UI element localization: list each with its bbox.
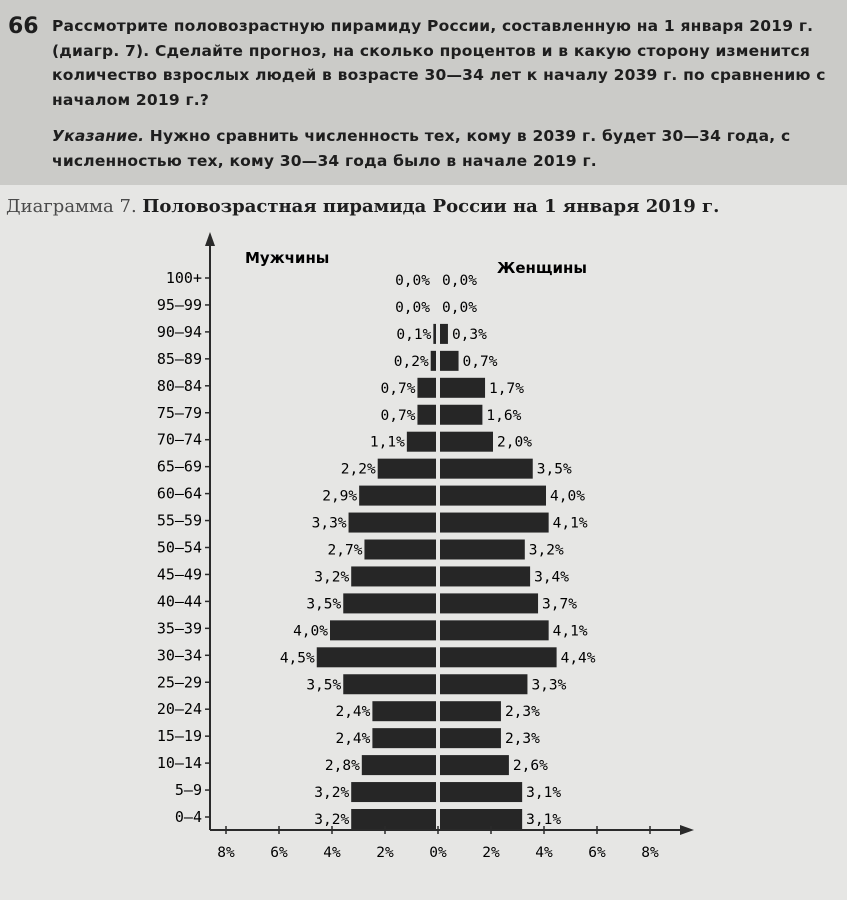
- value-label-men: 3,5%: [306, 677, 342, 694]
- value-label-men: 3,5%: [306, 596, 342, 613]
- bar-women: [440, 809, 522, 829]
- age-label: 40—44: [156, 592, 202, 611]
- value-label-women: 0,3%: [451, 326, 487, 343]
- value-label-women: 3,3%: [531, 677, 567, 694]
- value-label-men: 3,3%: [311, 515, 347, 532]
- bar-men: [351, 566, 436, 586]
- age-label: 80—84: [156, 376, 202, 395]
- age-label: 35—39: [156, 619, 202, 638]
- age-label: 95—99: [156, 295, 202, 314]
- x-tick-label: 0%: [429, 845, 447, 861]
- y-axis-arrow: [205, 232, 215, 246]
- age-label: 100+: [165, 269, 202, 287]
- age-label: 20—24: [156, 700, 202, 719]
- bar-women: [440, 647, 557, 667]
- value-label-women: 2,0%: [497, 434, 532, 451]
- bar-men: [407, 432, 436, 452]
- value-label-women: 4,4%: [560, 650, 596, 667]
- age-label: 75—79: [156, 403, 202, 422]
- bar-women: [440, 351, 459, 371]
- bar-men: [378, 459, 436, 479]
- bar-men: [351, 782, 436, 802]
- x-tick-label: 2%: [376, 845, 394, 861]
- age-label: 15—19: [156, 727, 202, 746]
- bar-men: [351, 809, 436, 829]
- value-label-men: 2,8%: [324, 758, 360, 775]
- value-label-men: 1,1%: [369, 434, 405, 451]
- value-label-men: 4,5%: [279, 650, 315, 667]
- value-label-women: 0,0%: [442, 273, 477, 289]
- age-label: 25—29: [156, 673, 202, 692]
- x-tick-label: 2%: [482, 845, 500, 861]
- bar-women: [440, 620, 549, 640]
- value-label-men: 3,2%: [314, 812, 350, 828]
- bar-men: [359, 486, 436, 506]
- hint-text: Нужно сравнить численность тех, кому в 2039 г. будет 30—34 года, с численностью тех, кому 30—34 года было в начале 2019 г.: [52, 127, 791, 170]
- bar-women: [440, 674, 527, 694]
- value-label-men: 0,0%: [395, 299, 430, 316]
- value-label-men: 0,7%: [380, 380, 416, 397]
- value-label-women: 4,1%: [552, 623, 588, 640]
- bar-men: [372, 728, 436, 748]
- age-label: 5—9: [174, 781, 202, 800]
- value-label-women: 2,3%: [504, 731, 540, 748]
- bar-women: [440, 459, 533, 479]
- age-label: 45—49: [156, 565, 202, 584]
- value-label-men: 2,9%: [322, 488, 358, 505]
- bar-women: [440, 405, 482, 425]
- bar-men: [417, 405, 436, 425]
- legend-men: Мужчины: [245, 249, 330, 267]
- value-label-men: 0,0%: [395, 273, 430, 289]
- bar-women: [440, 755, 509, 775]
- age-label: 60—64: [156, 484, 202, 503]
- value-label-women: 3,2%: [528, 542, 564, 559]
- bar-men: [364, 540, 436, 560]
- x-tick-label: 6%: [588, 845, 606, 861]
- value-label-women: 0,7%: [462, 353, 498, 370]
- value-label-women: 2,3%: [504, 704, 540, 721]
- bar-men: [372, 701, 436, 721]
- task-number: 66: [8, 14, 39, 39]
- bar-men: [317, 647, 436, 667]
- bar-men: [433, 324, 436, 344]
- figure-caption: Половозрастная пирамида России на 1 января 2019 г.: [142, 196, 720, 217]
- task-question: Рассмотрите половозрастную пирамиду России, составленную на 1 января 2019 г. (диагр. 7). Сделайте прогноз, на сколько процентов и в какую сторону изменится количество взрослых людей в возрасте 30—34 лет к началу 2039 г. по сравнению с началом 2019 г.?: [52, 17, 826, 109]
- bar-women: [440, 378, 485, 398]
- value-label-men: 2,4%: [335, 731, 371, 748]
- x-tick-label: 6%: [270, 845, 288, 861]
- age-label: 65—69: [156, 457, 202, 476]
- figure-label: Диаграмма 7.: [6, 196, 137, 217]
- bar-men: [343, 674, 436, 694]
- hint-label: Указание.: [52, 127, 145, 145]
- value-label-men: 4,0%: [293, 623, 328, 640]
- value-label-men: 2,7%: [327, 542, 363, 559]
- value-label-men: 0,2%: [393, 353, 429, 370]
- value-label-women: 4,0%: [550, 488, 585, 505]
- age-label: 30—34: [156, 646, 202, 665]
- bar-women: [440, 486, 546, 506]
- value-label-men: 0,1%: [396, 326, 432, 343]
- bar-women: [440, 728, 501, 748]
- bar-women: [440, 540, 525, 560]
- bar-men: [431, 351, 436, 371]
- value-label-women: 4,1%: [552, 515, 588, 532]
- value-label-women: 0,0%: [442, 299, 477, 316]
- value-label-women: 1,6%: [486, 407, 522, 424]
- value-label-women: 3,5%: [536, 461, 572, 478]
- bar-women: [440, 782, 522, 802]
- age-label: 10—14: [156, 754, 202, 773]
- bar-men: [330, 620, 436, 640]
- value-label-women: 3,7%: [542, 596, 577, 613]
- bar-women: [440, 701, 501, 721]
- x-tick-label: 8%: [217, 845, 235, 861]
- value-label-men: 0,7%: [380, 407, 416, 424]
- value-label-men: 3,2%: [314, 785, 350, 802]
- x-tick-label: 4%: [323, 845, 341, 861]
- bar-men: [417, 378, 436, 398]
- bar-women: [440, 593, 538, 613]
- x-axis-arrow: [680, 825, 694, 835]
- value-label-women: 3,1%: [526, 812, 562, 828]
- bar-women: [440, 324, 448, 344]
- x-tick-label: 8%: [641, 845, 659, 861]
- bar-women: [440, 432, 493, 452]
- value-label-women: 1,7%: [489, 380, 524, 397]
- value-label-men: 2,2%: [340, 461, 376, 478]
- bar-women: [440, 566, 530, 586]
- value-label-men: 3,2%: [314, 569, 350, 586]
- bar-women: [440, 513, 549, 533]
- age-label: 85—89: [156, 349, 202, 368]
- bar-men: [362, 755, 436, 775]
- bar-men: [343, 593, 436, 613]
- value-label-women: 2,6%: [512, 758, 548, 775]
- legend-women: Женщины: [497, 259, 587, 277]
- bar-men: [349, 513, 436, 533]
- value-label-women: 3,1%: [526, 785, 562, 802]
- age-label: 0—4: [174, 808, 202, 826]
- value-label-women: 3,4%: [534, 569, 570, 586]
- x-tick-label: 4%: [535, 845, 553, 861]
- age-label: 70—74: [156, 430, 202, 449]
- age-label: 90—94: [156, 322, 202, 341]
- age-label: 55—59: [156, 511, 202, 530]
- value-label-men: 2,4%: [335, 704, 371, 721]
- age-label: 50—54: [156, 538, 202, 557]
